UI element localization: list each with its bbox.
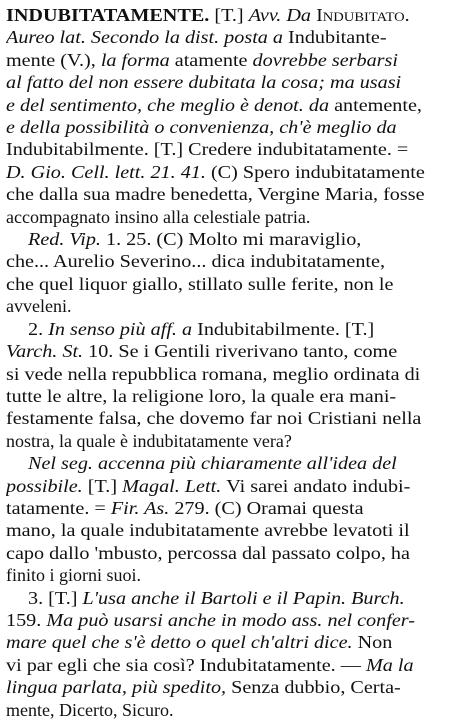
text-segment: finito i giorni suoi.: [6, 565, 141, 586]
text-segment: tatamente. =: [6, 497, 111, 518]
entry-line: [6, 318, 466, 340]
text-segment: possibile.: [6, 475, 88, 496]
text-segment: avveleni.: [6, 296, 72, 317]
text-segment: Indubitabilmente. [T.]: [197, 318, 375, 339]
entry-line: [6, 452, 466, 474]
text-segment: Vi sarei andato indubi-: [226, 475, 411, 496]
entry-line: [6, 587, 466, 609]
entry-line: [6, 4, 466, 26]
text-segment: mano, la quale indubitatamente avrebbe levatoti il: [6, 520, 410, 541]
entry-line: [6, 475, 466, 497]
entry-line: [6, 26, 466, 48]
entry-line: [6, 71, 466, 93]
text-segment: Indubitabilmente. [T.] Credere indubitatamente. =: [6, 139, 409, 160]
text-segment: Indubitante-: [288, 27, 387, 48]
text-segment: Aureo lat. Secondo la dist. posta a: [6, 27, 289, 48]
entry-line: [6, 699, 466, 721]
text-segment: 10. Se i Gentili riverivano tanto, come: [88, 341, 398, 362]
text-segment: tutte le altre, la religione loro, la quale era mani-: [6, 385, 397, 406]
text-segment: Senza dubbio, Certa-: [231, 677, 401, 698]
text-segment: 279. (C) Oramai questa: [174, 497, 364, 518]
entry-line: [6, 631, 466, 653]
entry-line: [6, 340, 466, 362]
entry-line: [6, 363, 466, 385]
text-segment: Varch. St.: [6, 341, 89, 362]
text-segment: In senso più aff. a: [48, 318, 198, 339]
text-segment: atamente: [174, 49, 253, 70]
entry-line: [6, 206, 466, 228]
text-segment: che dalla sua madre benedetta, Vergine Maria, fosse: [6, 184, 425, 205]
text-segment: la forma: [100, 49, 175, 70]
text-segment: capo dallo 'mbusto, percossa dal passato colpo, ha: [6, 542, 410, 563]
entry-line: [6, 161, 466, 183]
text-segment: dovrebbe serbarsi: [252, 49, 398, 70]
text-segment: L'usa anche il Bartoli e il Papin. Burch.: [82, 587, 405, 608]
text-segment: 1. 25. (C) Molto mi maraviglio,: [106, 229, 362, 250]
entry-line: [6, 519, 466, 541]
text-segment: lingua parlata, più spedito,: [6, 677, 232, 698]
text-segment: nostra, la quale è indubitatamente vera?: [6, 430, 292, 451]
text-segment: antemente,: [334, 94, 422, 115]
text-segment: e del sentimento, che meglio è denot. da: [6, 94, 335, 115]
text-segment: mente, Dicerto, Sicuro.: [6, 699, 174, 720]
entry-line: [6, 385, 466, 407]
text-segment: Non: [357, 632, 393, 653]
dictionary-entry: [6, 4, 466, 721]
entry-line: [6, 407, 466, 429]
text-segment: che quel liquor giallo, stillato sulle ferite, non le: [6, 273, 394, 294]
text-segment: 2.: [28, 318, 49, 339]
text-segment: festamente falsa, che dovemo far noi Cristiani nella: [6, 408, 422, 429]
text-segment: Indubitato.: [316, 5, 410, 25]
text-segment: al fatto del non essere dubitata la cosa; ma usasi: [6, 72, 402, 93]
entry-line: [6, 94, 466, 116]
entry-line: [6, 609, 466, 631]
text-segment: mare quel che s'è detto o quel ch'altri dice.: [6, 632, 358, 653]
text-segment: Ma la: [365, 654, 414, 675]
text-segment: Ma può usarsi anche in modo ass. nel confer-: [46, 609, 415, 630]
text-segment: Nel seg. accenna più chiaramente all'idea del: [28, 453, 397, 474]
text-segment: che... Aurelio Severino... dica indubitatamente,: [6, 251, 386, 272]
entry-line: [6, 295, 466, 317]
entry-line: [6, 564, 466, 586]
text-segment: [T.]: [87, 475, 123, 496]
text-segment: D. Gio. Cell. lett. 21. 41.: [6, 161, 211, 182]
text-segment: Fir. As.: [110, 497, 175, 518]
text-segment: Red. Vip.: [28, 229, 107, 250]
text-segment: si vede nella repubblica romana, meglio ordinata di: [6, 363, 421, 384]
entry-line: [6, 250, 466, 272]
entry-line: [6, 497, 466, 519]
entry-line: [6, 138, 466, 160]
text-segment: [T.]: [209, 5, 249, 25]
entry-line: [6, 654, 466, 676]
headword: INDUBITATAMENTE.: [6, 5, 210, 25]
text-segment: 3. [T.]: [28, 587, 83, 608]
text-segment: e della possibilità o convenienza, ch'è meglio da: [6, 117, 397, 138]
text-segment: (C) Spero indubitatamente: [210, 161, 425, 182]
entry-line: [6, 116, 466, 138]
text-segment: mente (V.),: [6, 49, 101, 70]
text-segment: vi par egli che sia così? Indubitatamente. —: [6, 654, 366, 675]
text-segment: 159.: [6, 609, 47, 630]
entry-line: [6, 228, 466, 250]
text-segment: Magal. Lett.: [122, 475, 227, 496]
entry-line: [6, 273, 466, 295]
entry-line: [6, 49, 466, 71]
entry-line: [6, 430, 466, 452]
text-segment: Avv. Da: [248, 5, 317, 25]
text-segment: accompagnato insino alla celestiale patria.: [6, 206, 311, 227]
entry-line: [6, 542, 466, 564]
entry-line: [6, 183, 466, 205]
